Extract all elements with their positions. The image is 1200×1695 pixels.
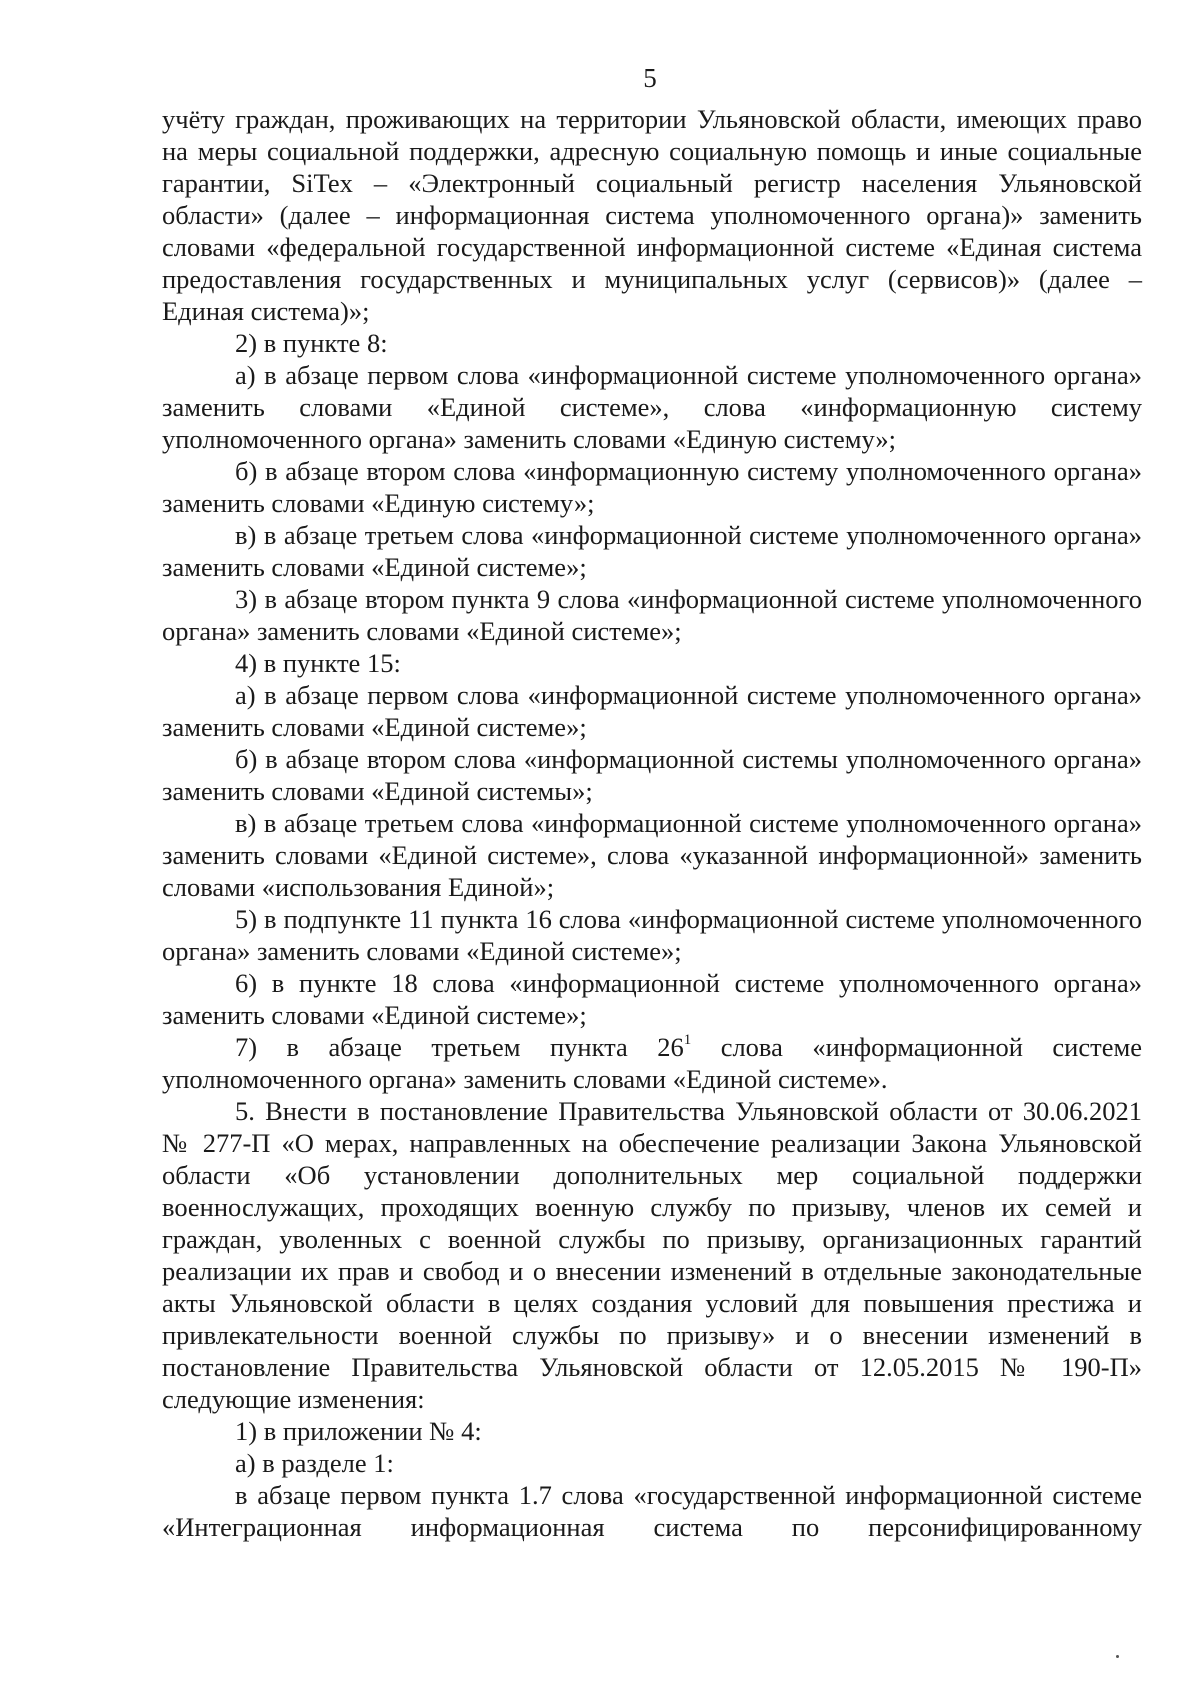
paragraph-item-4c: в) в абзаце третьем слова «информационной системе уполномоченного органа» заменить словами «Единой системе», слова «указанной информационной» заменить словами «использования Единой»;	[162, 808, 1142, 902]
paragraph-item-2a: а) в абзаце первом слова «информационной системе уполномоченного органа» заменить словами «Единой системе», слова «информационную систему уполномоченного органа» заменить словами «Единую систему»;	[162, 360, 1142, 454]
paragraph-item-4b: б) в абзаце втором слова «информационной системы уполномоченного органа» заменить словами «Единой системы»;	[162, 744, 1142, 806]
paragraph-item-4: 4) в пункте 15:	[235, 648, 401, 678]
scan-speck	[1116, 1655, 1119, 1658]
paragraph-item-3: 3) в абзаце втором пункта 9 слова «информационной системе уполномоченного органа» заменить словами «Единой системе»;	[162, 584, 1142, 646]
paragraph-item-2b: б) в абзаце втором слова «информационную систему уполномоченного органа» заменить словами «Единую систему»;	[162, 456, 1142, 518]
paragraph-item-7-text-after: слова «информационной системе уполномоченного органа» заменить словами «Единой системе».	[162, 1032, 1142, 1094]
paragraph-item-7-text-before: 7) в абзаце третьем пункта 26	[235, 1032, 684, 1062]
document-body	[162, 103, 1142, 1543]
paragraph-continuation: учёту граждан, проживающих на территории Ульяновской области, имеющих право на меры социальной поддержки, адресную социальную помощь и иные социальные гарантии, SiTex – «Электронный социальный регистр населения Ульяновской области» (далее – информационная система уполномоченного органа)» заменить словами «федеральной государственной информационной системе «Единая система предоставления государственных и муниципальных услуг (сервисов)» (далее – Единая система)»;	[162, 104, 1142, 326]
superscript-index: 1	[683, 1032, 692, 1048]
page-number: 5	[643, 63, 657, 93]
paragraph-section-1: а) в разделе 1:	[235, 1448, 394, 1478]
paragraph-item-4a: а) в абзаце первом слова «информационной системе уполномоченного органа» заменить словами «Единой системе»;	[162, 680, 1142, 742]
paragraph-item-2c: в) в абзаце третьем слова «информационной системе уполномоченного органа» заменить словами «Единой системе»;	[162, 520, 1142, 582]
paragraph-appendix-4: 1) в приложении № 4:	[235, 1416, 482, 1446]
paragraph-section-5: 5. Внести в постановление Правительства Ульяновской области от 30.06.2021 № 277-П «О мерах, направленных на обеспечение реализации Закона Ульяновской области «Об установлении дополнительных мер социальной поддержки военнослужащих, проходящих военную службу по призыву, членов их семей и граждан, уволенных с военной службы по призыву, организационных гарантий реализации их прав и свобод и о внесении изменений в отдельные законодательные акты Ульяновской области в целях создания условий для повышения престижа и привлекательности военной службы по призыву» и о внесении изменений в постановление Правительства Ульяновской области от 12.05.2015 № 190-П» следующие изменения:	[162, 1096, 1142, 1414]
paragraph-item-7	[162, 1031, 1142, 1095]
paragraph-item-2: 2) в пункте 8:	[235, 328, 388, 358]
paragraph-item-6: 6) в пункте 18 слова «информационной системе уполномоченного органа» заменить словами «Единой системе»;	[162, 968, 1142, 1030]
paragraph-point-1-7: в абзаце первом пункта 1.7 слова «государственной информационной системе «Интеграционная информационная система по персонифицированному	[162, 1480, 1142, 1542]
paragraph-item-5: 5) в подпункте 11 пункта 16 слова «информационной системе уполномоченного органа» заменить словами «Единой системе»;	[162, 904, 1142, 966]
